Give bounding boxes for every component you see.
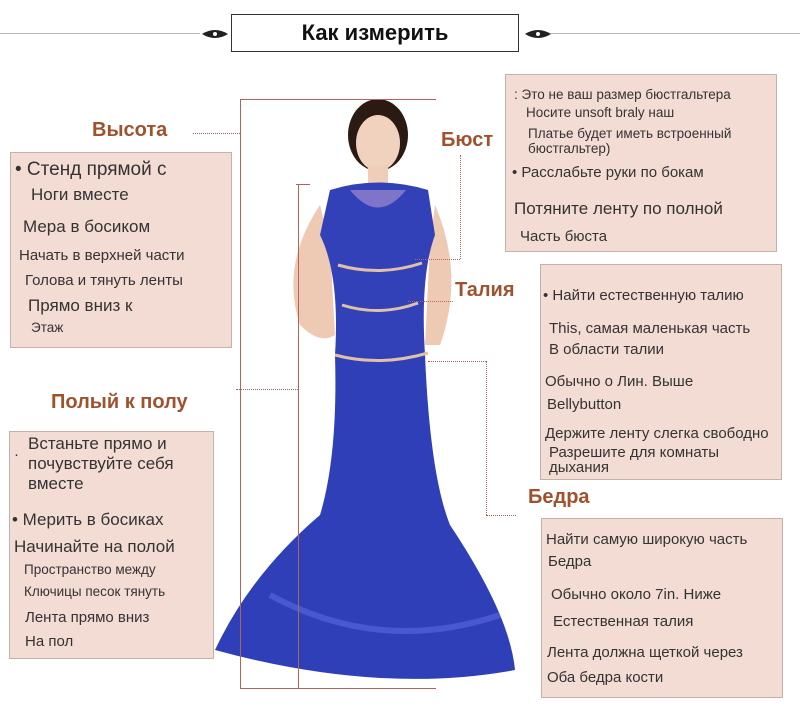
hollow-line-1: Встаньте прямо и	[28, 434, 167, 453]
hips-line-5: Лента должна щеткой через	[547, 644, 743, 661]
page-title: Как измерить	[231, 14, 519, 52]
ornament-left-icon	[200, 24, 230, 44]
waist-line-7: Разрешите для комнаты	[549, 444, 719, 461]
header-rule-left	[0, 33, 200, 34]
label-height: Высота	[92, 119, 168, 141]
height-top-tick	[240, 99, 436, 100]
panel-hips	[541, 518, 783, 698]
hollow-line-3: вместе	[28, 474, 84, 493]
height-line	[240, 100, 241, 688]
waist-line-2: This, самая маленькая часть	[549, 320, 751, 337]
waist-leader	[408, 301, 453, 302]
waist-line-3: В области талии	[549, 341, 664, 358]
waist-line-6: Держите ленту слегка свободно	[545, 425, 769, 442]
bust-line-1: : Это не ваш размер бюстгальтера	[514, 87, 731, 102]
bust-line-7: Часть бюста	[520, 228, 608, 245]
hips-line-4: Естественная талия	[553, 613, 694, 630]
hips-line-3: Обычно около 7in. Ниже	[551, 586, 722, 603]
model-dress-figure	[210, 95, 530, 695]
hips-leader-h	[428, 361, 486, 362]
hollow-line-5: Начинайте на полой	[14, 537, 175, 556]
hollow-line-2: почувствуйте себя	[28, 454, 174, 473]
hollow-bullet: ·	[14, 446, 19, 463]
label-hollow: Полый к полу	[51, 391, 188, 413]
bust-line-3: Платье будет иметь встроенный	[528, 126, 732, 141]
panel-height	[10, 152, 232, 348]
height-line-5: Голова и тянуть ленты	[25, 272, 183, 289]
hollow-line-4: • Мерить в босиках	[12, 510, 164, 529]
hips-leader-v	[486, 361, 487, 515]
bust-line-4: бюстгальтер)	[528, 141, 611, 156]
height-line-3: Мера в босиком	[23, 217, 151, 236]
hollow-line-9: На пол	[25, 633, 74, 650]
hips-leader-h2	[486, 515, 516, 516]
bust-line-6: Потяните ленту по полной	[514, 199, 723, 218]
header-rule-right	[550, 33, 800, 34]
hollow-label-leader	[236, 389, 298, 390]
hips-line-2: Бедра	[548, 553, 592, 570]
label-bust: Бюст	[441, 129, 494, 151]
height-line-2: Ноги вместе	[31, 185, 129, 204]
label-waist: Талия	[455, 279, 515, 301]
hips-line-1: Найти самую широкую часть	[546, 531, 748, 548]
height-line-4: Начать в верхней части	[19, 247, 185, 264]
panel-waist	[540, 264, 782, 480]
bust-line-2: Носите unsoft braly наш	[526, 105, 675, 120]
bust-leader-h	[415, 259, 460, 260]
waist-line-1: • Найти естественную талию	[543, 287, 744, 304]
height-bottom-tick	[240, 688, 436, 689]
waist-line-8: дыхания	[549, 459, 609, 476]
hollow-line-7: Ключицы песок тянуть	[24, 584, 166, 599]
height-label-leader	[193, 133, 240, 134]
height-line-7: Этаж	[31, 320, 64, 335]
height-line-1: • Стенд прямой с	[15, 159, 167, 180]
hollow-line-6: Пространство между	[24, 562, 156, 577]
panel-hollow	[9, 431, 214, 659]
hips-line-6: Оба бедра кости	[547, 669, 664, 686]
hollow-line	[298, 184, 299, 688]
hollow-top-tick	[296, 184, 310, 185]
label-hips: Бедра	[528, 486, 590, 508]
bust-leader-v	[460, 155, 461, 259]
panel-bust	[505, 74, 777, 252]
ornament-right-icon	[523, 24, 553, 44]
hollow-line-8: Лента прямо вниз	[25, 609, 150, 626]
waist-line-5: Bellybutton	[547, 396, 622, 413]
bust-line-5: • Расслабьте руки по бокам	[512, 164, 704, 181]
waist-line-4: Обычно о Лин. Выше	[545, 373, 694, 390]
height-line-6: Прямо вниз к	[28, 296, 133, 315]
